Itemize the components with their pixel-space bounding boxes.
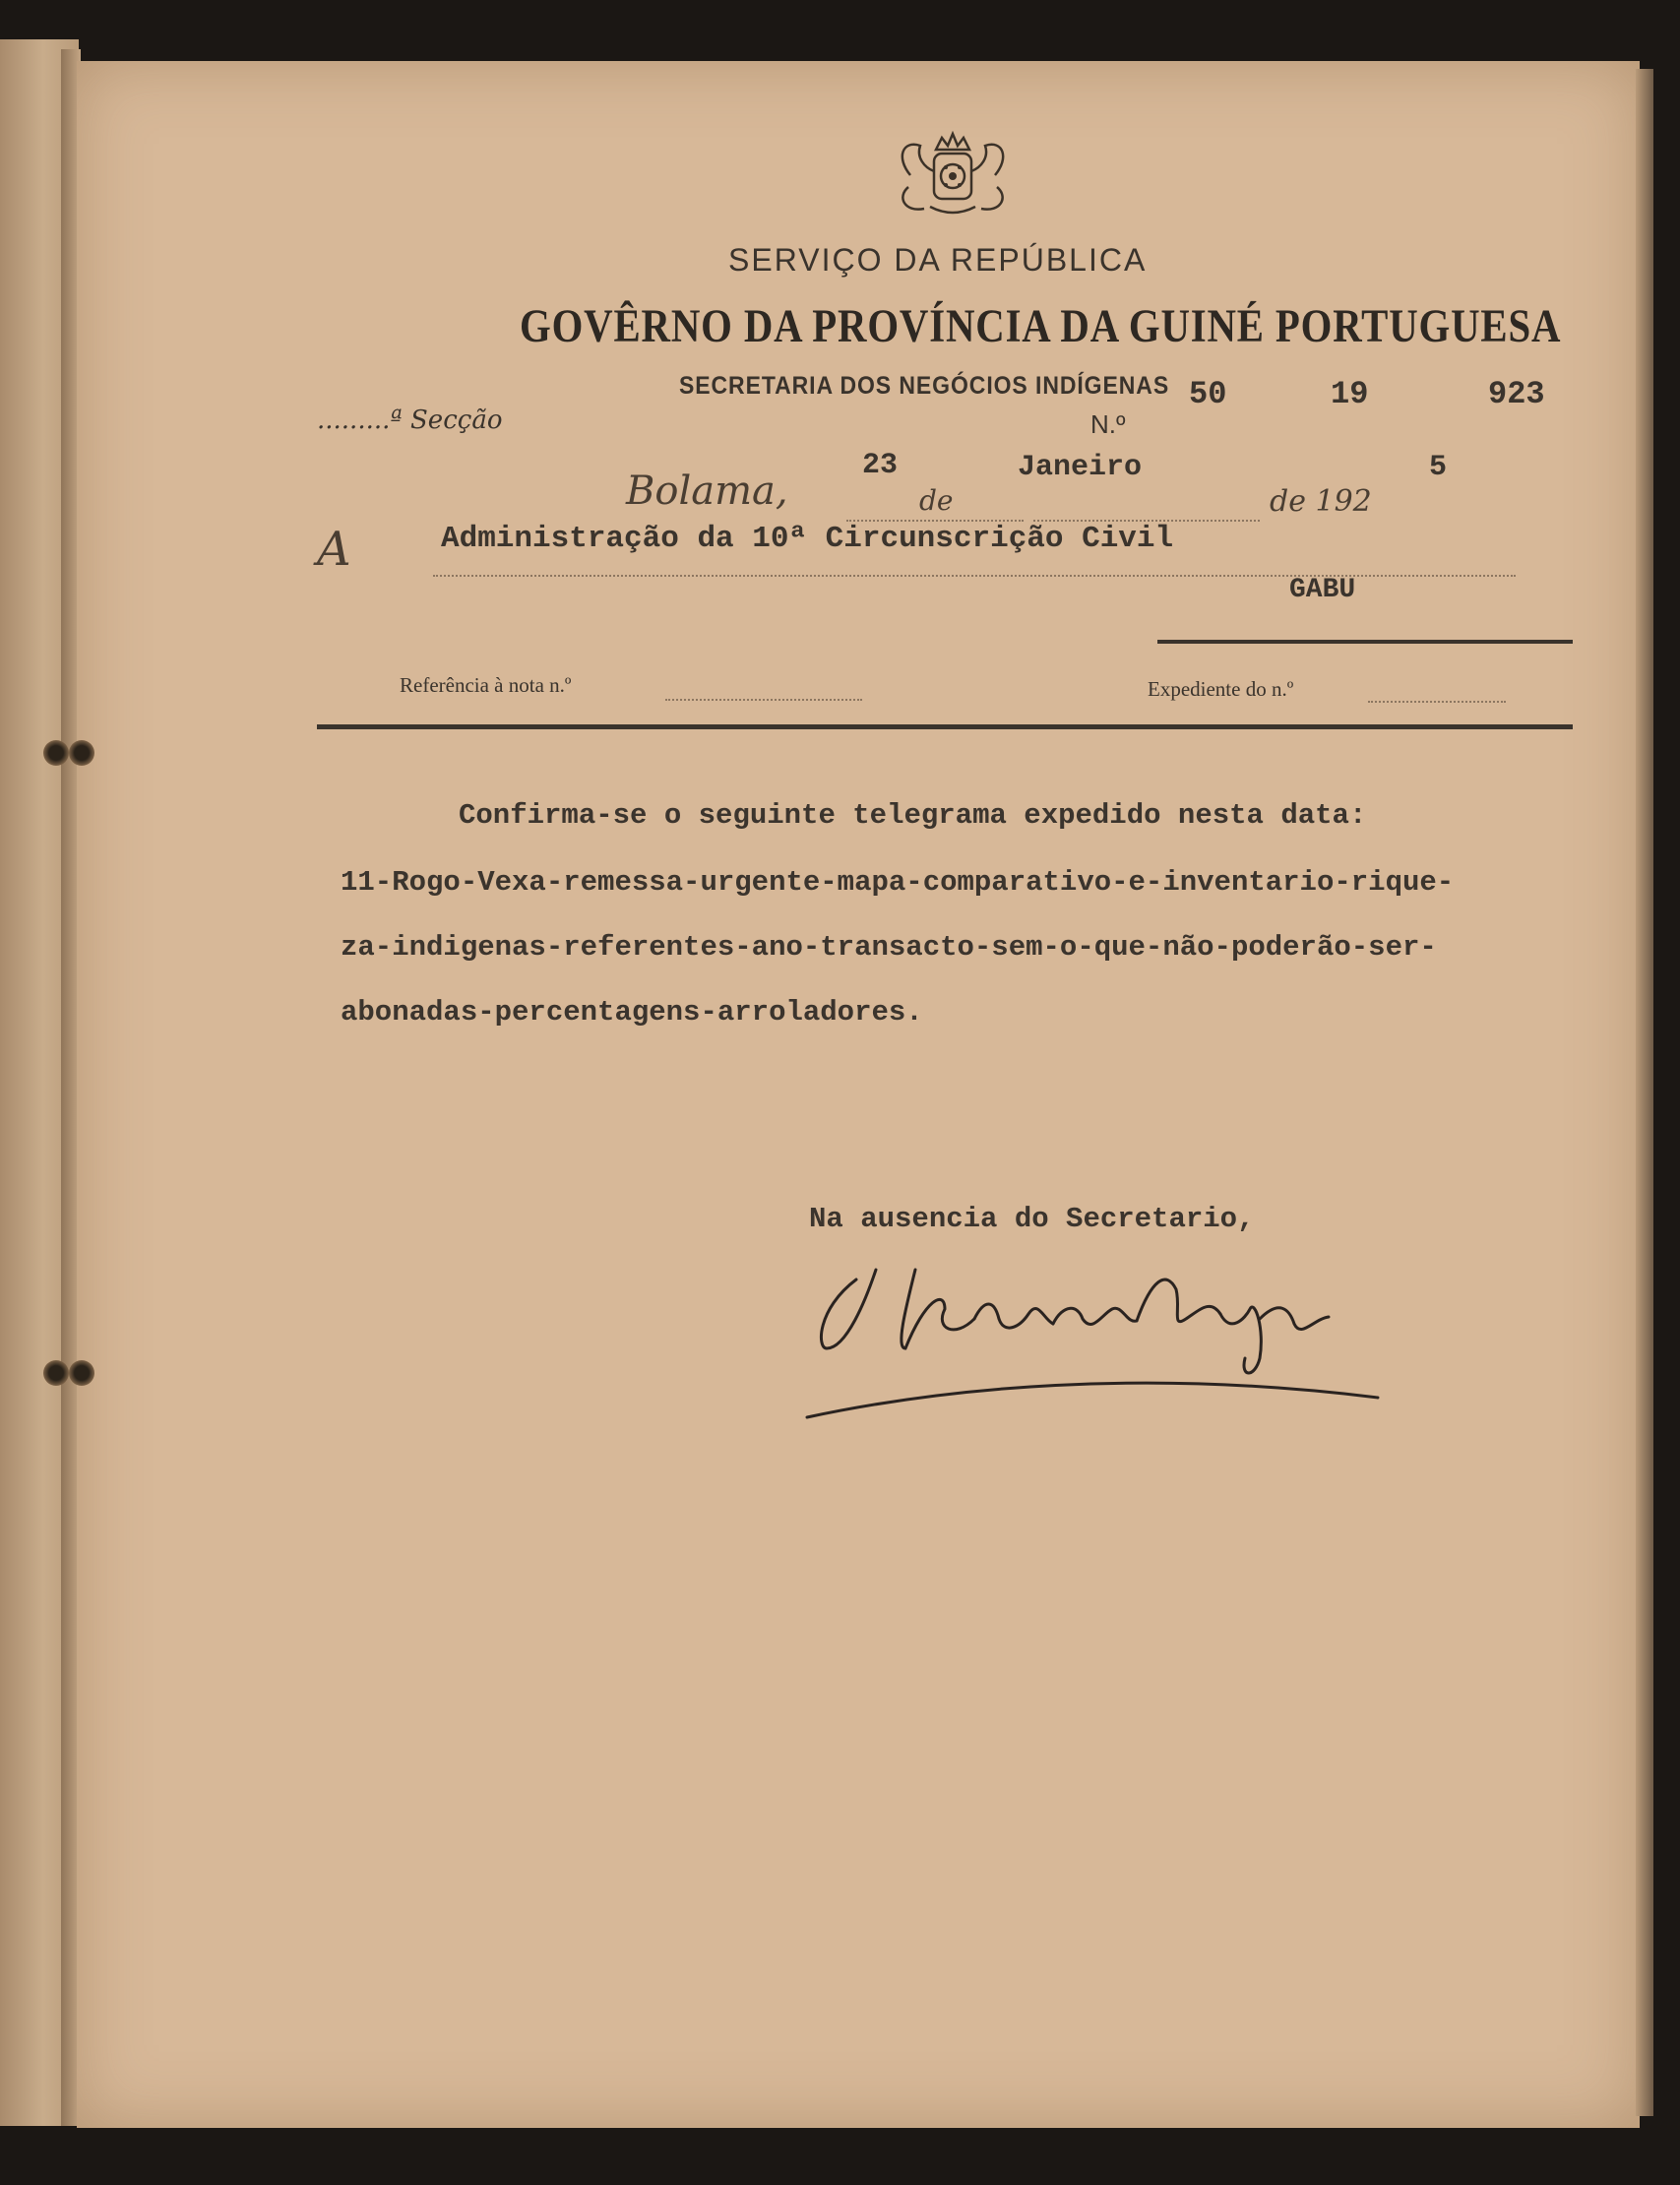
header-rule — [317, 724, 1573, 729]
date-de: de — [919, 484, 954, 517]
binding-hole — [69, 1360, 94, 1386]
body-line-4: abonadas-percentagens-arroladores. — [341, 996, 923, 1029]
signature-line: Na ausencia do Secretario, — [809, 1203, 1255, 1235]
addressee-place: GABU — [1289, 575, 1356, 605]
body-line-2: 11-Rogo-Vexa-remessa-urgente-mapa-comparativo-e-inventario-rique- — [341, 866, 1455, 899]
numero-value: 50 — [1189, 376, 1227, 412]
address-rule — [1157, 640, 1573, 644]
addressee-prefix: A — [317, 522, 351, 577]
seccao-label: .........ª Secção — [317, 406, 503, 435]
date-year-digit: 5 — [1429, 451, 1448, 484]
page-edge — [1636, 69, 1653, 2116]
place-bolama: Bolama, — [626, 468, 788, 514]
header-servico: SERVIÇO DA REPÚBLICA — [728, 242, 1148, 278]
addressee-name: Administração da 10ª Circunscrição Civil — [441, 522, 1174, 556]
handwritten-signature — [797, 1240, 1388, 1437]
reference-label: Referência à nota n.º — [400, 673, 572, 697]
body-line-1: Confirma-se o seguinte telegrama expedido nesta data: — [459, 799, 1367, 832]
header-secretaria: SECRETARIA DOS NEGÓCIOS INDÍGENAS — [679, 372, 1170, 400]
dotted-leader — [1368, 701, 1506, 703]
binding-hole — [43, 1360, 69, 1386]
numero-label: N.º — [1090, 409, 1126, 439]
numero-series: 19 — [1331, 376, 1369, 412]
date-month: Janeiro — [1018, 451, 1143, 484]
expediente-label: Expediente do n.º — [1148, 677, 1294, 701]
document-page — [77, 61, 1640, 2128]
date-de-192: de 192 — [1270, 484, 1372, 519]
year-reference: 923 — [1488, 376, 1545, 412]
binding-hole — [69, 740, 94, 766]
date-day: 23 — [862, 449, 899, 482]
header-governo: GOVÊRNO DA PROVÍNCIA DA GUINÉ PORTUGUESA — [520, 300, 1562, 352]
coat-of-arms-emblem — [891, 128, 1015, 222]
dotted-leader — [665, 699, 862, 701]
binding-hole — [43, 740, 69, 766]
body-line-3: za-indigenas-referentes-ano-transacto-sem-o-que-não-poderão-ser- — [341, 931, 1437, 964]
